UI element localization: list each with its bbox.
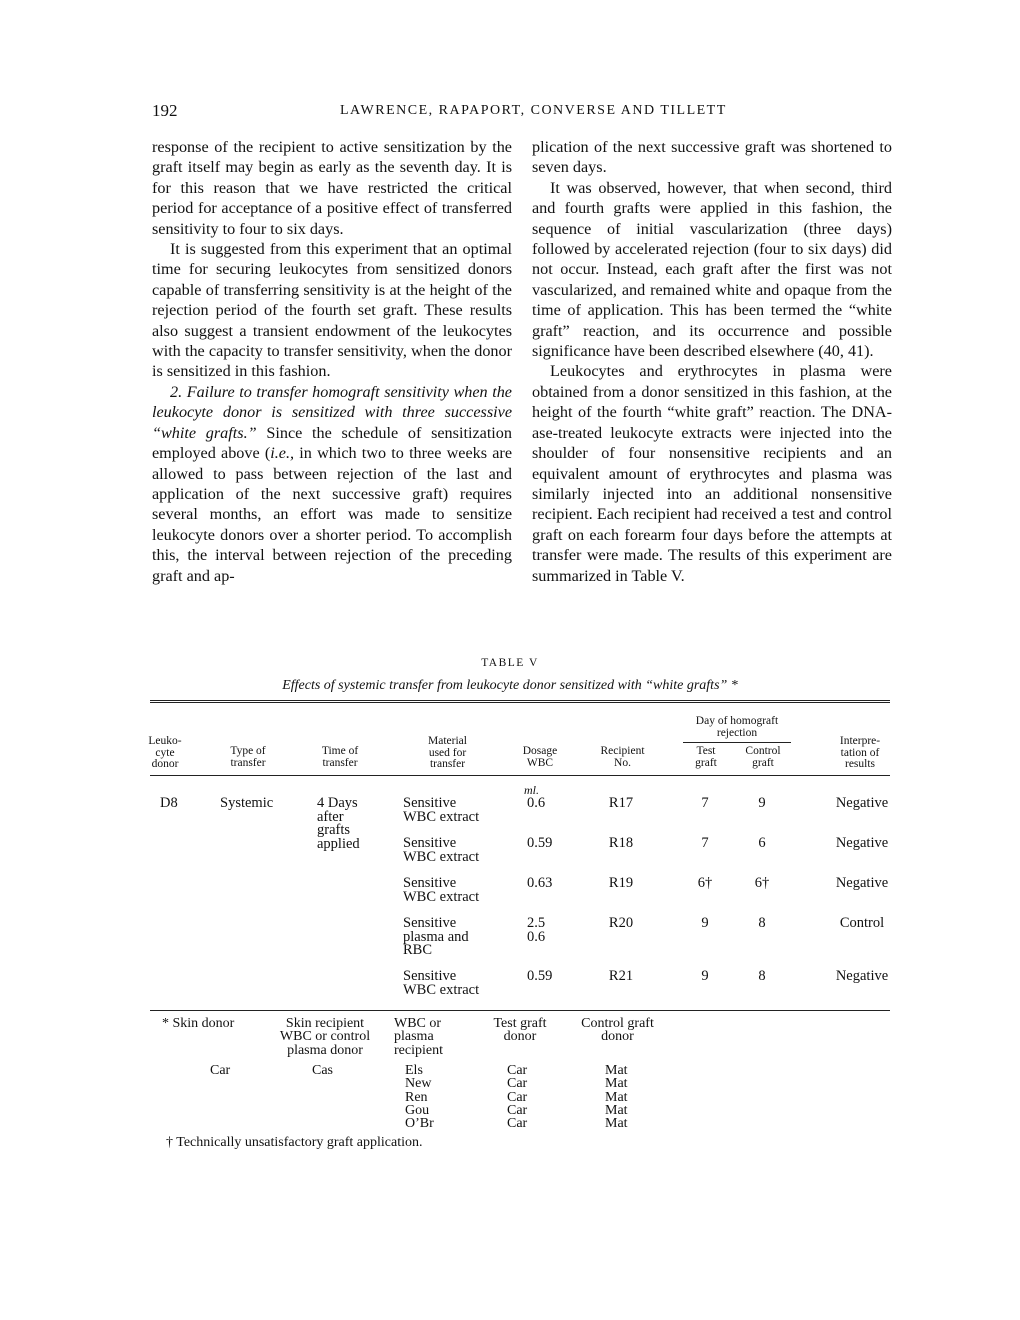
row-5-dosage: 0.59 xyxy=(527,968,553,984)
running-head: LAWRENCE, RAPAPORT, CONVERSE AND TILLETT xyxy=(340,103,727,118)
row-5-test: 9 xyxy=(701,968,709,984)
header-recipient: Recipient No. xyxy=(600,745,645,769)
fn-test-donors: Car Car Car Car Car xyxy=(507,1063,528,1132)
unit-label: ml. xyxy=(524,783,539,797)
header-interpretation: Interpre- tation of results xyxy=(839,735,881,770)
row-2-recipient: R18 xyxy=(608,835,634,851)
header-dosage: Dosage WBC xyxy=(522,745,558,769)
row-4-control: 8 xyxy=(758,915,766,931)
ie-abbrev: i.e., xyxy=(270,444,295,463)
row-1-control: 9 xyxy=(758,795,766,811)
row-4-recipient: R20 xyxy=(608,915,634,931)
right-paragraph-2: It was observed, however, that when second, third and fourth grafts were applied in this fashion, the sequence of initial vascularization (three days) followed by accelerated rejection (four to six days) did not occur. Instead, each graft after the first was not vascularized, and remained white and opaque from the time of application. This has been termed the “white graft” reaction, and its occurrence and possible significance have been described elsewhere (40, 41). xyxy=(532,178,892,361)
fn-control-donors: Mat Mat Mat Mat Mat xyxy=(605,1063,628,1132)
fn-skin-donor: Car xyxy=(210,1063,231,1078)
table-top-rule xyxy=(150,700,890,703)
header-type: Type of transfer xyxy=(230,745,266,769)
row-4-material: Sensitive plasma and RBC xyxy=(403,915,469,958)
fn-skin-recipient: Cas xyxy=(312,1063,333,1078)
row-2-test: 7 xyxy=(701,835,709,851)
section-body-b: in which two to three weeks are allowed to pass between rejection of the last and application of the next successive graft) requires several months, an effort was made to sensitize leukocyte donors over a shorter period. To accomplish this, the interval between rejection of the preceding graft and ap- xyxy=(152,444,513,585)
row-3-control: 6† xyxy=(754,875,770,891)
row-1-material: Sensitive WBC extract xyxy=(403,795,480,825)
header-time: Time of transfer xyxy=(321,745,359,769)
fn-h-skin-recipient: Skin recipient WBC or control plasma donor xyxy=(279,1016,371,1058)
row-4-dosage: 2.5 0.6 xyxy=(527,915,546,945)
fn-wbc-recipients: Els New Ren Gou O’Br xyxy=(405,1063,434,1132)
donor-cell: D8 xyxy=(160,795,178,811)
row-1-recipient: R17 xyxy=(608,795,634,811)
left-paragraph-2: It is suggested from this experiment that an optimal time for securing leukocytes from sensitized donors capable of transferring sensitivity is at the height of the rejection period of the fourth set graft. These results also suggest a transient endowment of the leukocytes with the capacity to transfer sensitivity, when the donor is sensitized in this fashion. xyxy=(152,240,512,381)
table-caption: Effects of systemic transfer from leukocyte donor sensitized with “white grafts” * xyxy=(282,678,738,693)
fn-h-test-donor: Test graft donor xyxy=(493,1016,547,1045)
right-paragraph-3: Leukocytes and erythrocytes in plasma were obtained from a donor sensitized in this fashion, at the height of the fourth “white graft” reaction. The DNA-ase-treated leukocyte extracts were injected into the shoulder of four nonsensitive recipients and an equivalent amount of erythrocytes and plasma was similarly injected into an additional nonsensitive recipient. Each recipient had received a test and control graft on each forearm four days before the attempts at transfer were made. The results of this experiment are summarized in Table V. xyxy=(532,362,892,585)
right-column xyxy=(532,137,892,586)
row-4-test: 9 xyxy=(701,915,709,931)
left-paragraph-1: response of the recipient to active sensitization by the graft itself may begin as early as the seventh day. It is for this reason that we have restricted the critical period for acceptance of a positive effect of transferred sensitivity to four to six days. xyxy=(152,138,512,238)
row-3-test: 6† xyxy=(697,875,713,891)
row-1-dosage: 0.6 xyxy=(527,795,546,811)
row-2-control: 6 xyxy=(758,835,766,851)
row-3-dosage: 0.63 xyxy=(527,875,553,891)
dagger-footnote: † Technically unsatisfactory graft application. xyxy=(166,1135,423,1150)
section-heading: 2. Failure to transfer homograft sensitivity when the leukocyte donor is sensitized with three successive “white grafts.” xyxy=(152,382,512,442)
row-5-material: Sensitive WBC extract xyxy=(403,968,480,998)
header-material: Material used for transfer xyxy=(428,735,467,770)
time-cell: 4 Days after grafts applied xyxy=(317,795,360,852)
left-paragraph-3 xyxy=(152,382,512,586)
page-number: 192 xyxy=(152,101,178,120)
table-bottom-rule xyxy=(150,1010,890,1011)
header-test: Test graft xyxy=(695,745,717,769)
row-2-material: Sensitive WBC extract xyxy=(403,835,480,865)
left-column xyxy=(152,137,512,586)
row-4-interp: Control xyxy=(839,915,885,931)
row-3-interp: Negative xyxy=(835,875,889,891)
fn-h-control-donor: Control graft donor xyxy=(581,1016,654,1045)
row-3-material: Sensitive WBC extract xyxy=(403,875,480,905)
section-body-a: Since the schedule of sensitization employed above ( xyxy=(152,423,512,463)
row-5-control: 8 xyxy=(758,968,766,984)
header-control: Control graft xyxy=(745,745,781,769)
fn-h-skin-donor: * Skin donor xyxy=(162,1016,235,1031)
table-number: TABLE V xyxy=(481,657,539,669)
row-5-recipient: R21 xyxy=(608,968,634,984)
row-2-interp: Negative xyxy=(835,835,889,851)
row-2-dosage: 0.59 xyxy=(527,835,553,851)
row-3-recipient: R19 xyxy=(608,875,634,891)
header-day-group: Day of homograft rejection xyxy=(695,715,779,739)
row-1-interp: Negative xyxy=(835,795,889,811)
type-cell: Systemic xyxy=(220,795,274,811)
row-1-test: 7 xyxy=(701,795,709,811)
fn-h-wbc-recipient: WBC or plasma recipient xyxy=(394,1016,443,1058)
right-paragraph-1: plication of the next successive graft was shortened to seven days. xyxy=(532,138,892,177)
header-donor: Leuko- cyte donor xyxy=(148,735,182,770)
row-5-interp: Negative xyxy=(835,968,889,984)
header-bottom-rule xyxy=(150,775,890,776)
header-group-rule xyxy=(683,742,791,743)
